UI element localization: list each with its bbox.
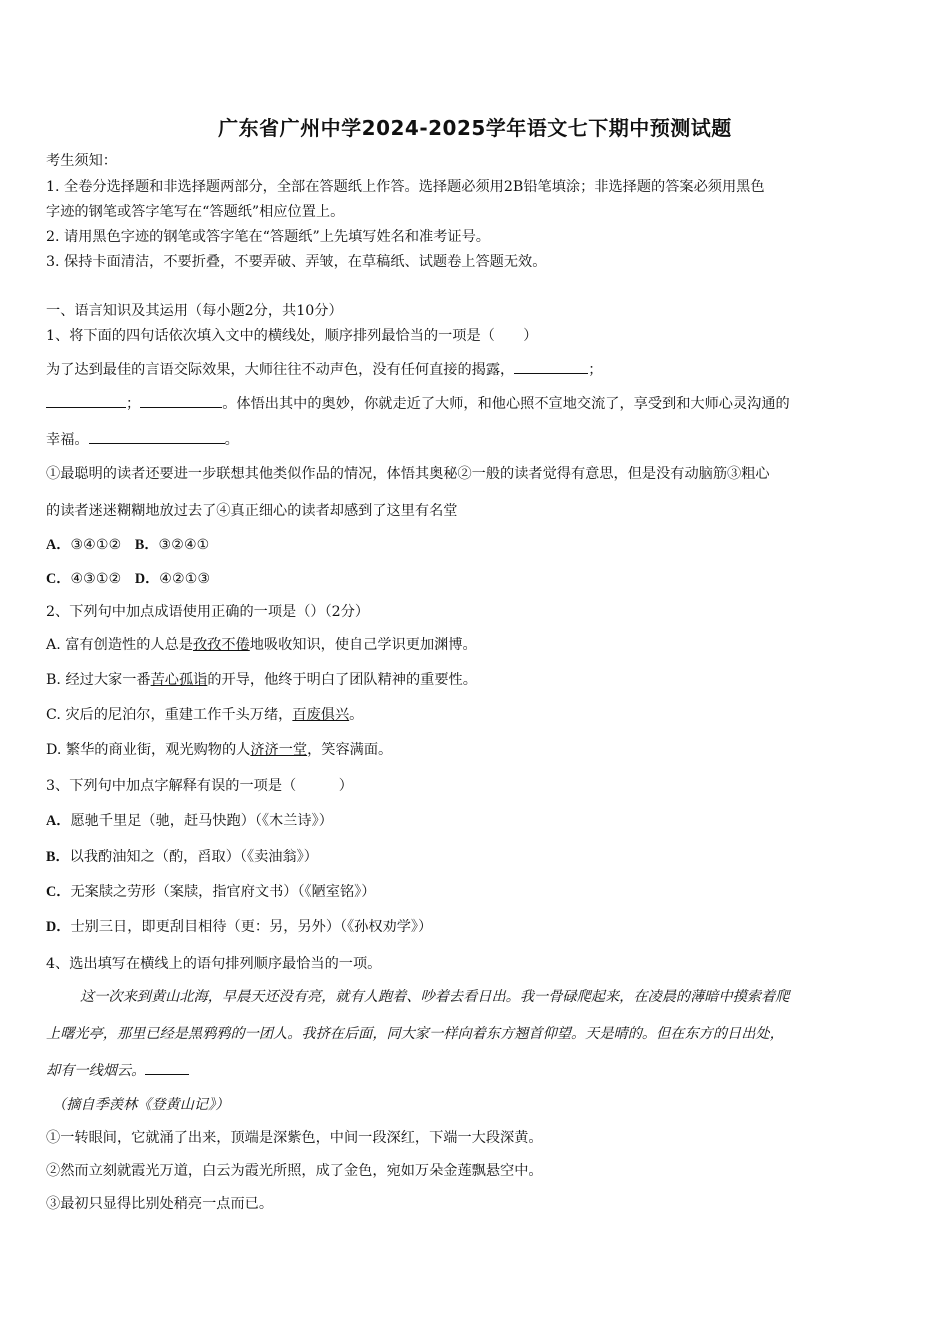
- exam-title: 广东省广州中学2024-2025学年语文七下期中预测试题: [218, 116, 732, 140]
- q2-option-b-text: 的开导，他终于明白了团队精神的重要性。: [207, 672, 477, 688]
- q1-passage-text: 为了达到最佳的言语交际效果，大师往往不动声色，没有任何直接的揭露，: [46, 362, 515, 378]
- q1-sentences-line-1: ①最聪明的读者还要进一步联想其他类似作品的情况，体悟其奥秘②一般的读者觉得有意思，但是没有动脑筋③粗心: [46, 466, 770, 482]
- notice-item-2: 2. 请用黑色字迹的钢笔或答字笔在“答题纸”上先填写姓名和准考证号。: [46, 229, 490, 245]
- q3-option-b-label: B．: [46, 849, 70, 865]
- q1-options-row-1: [46, 536, 209, 554]
- q2-option-d-idiom: 济济一堂: [250, 742, 308, 758]
- q1-passage-punct: 。: [224, 432, 239, 448]
- q2-option-d-text: D. 繁华的商业街，观光购物的人: [46, 742, 251, 758]
- q2-option-a[interactable]: [46, 636, 477, 654]
- option-d[interactable]: ④②①③: [159, 571, 211, 587]
- q3-stem: 3、下列句中加点字解释有误的一项是（ ）: [46, 778, 353, 794]
- q4-sentence-1: ①一转眼间，它就涌了出来，顶端是深紫色，中间一段深红，下端一大段深黄。: [46, 1130, 543, 1146]
- answer-blank[interactable]: [145, 1062, 189, 1075]
- notice-item-3: 3. 保持卡面清洁，不要折叠，不要弄破、弄皱，在草稿纸、试题卷上答题无效。: [46, 254, 547, 270]
- option-c-label: C．: [46, 571, 71, 587]
- q3-option-b[interactable]: [46, 848, 318, 866]
- q3-option-c-text: 无案牍之劳形（案牍，指官府文书）（《陋室铭》）: [70, 884, 376, 900]
- q4-sentence-3: ③最初只显得比别处稍亮一点而已。: [46, 1196, 274, 1212]
- option-d-label: D．: [134, 571, 160, 587]
- q1-options-row-2: [46, 570, 210, 588]
- q4-passage-line-3: [46, 1062, 189, 1080]
- q3-option-a-text: 愿驰千里足（驰，赶马快跑）（《木兰诗》）: [70, 813, 333, 829]
- q1-passage-line-1: [46, 361, 602, 379]
- q3-option-b-text: 以我酌油知之（酌，舀取）（《卖油翁》）: [69, 849, 318, 865]
- q2-option-d[interactable]: [46, 741, 392, 759]
- q2-option-d-text: ，笑容满面。: [307, 742, 393, 758]
- option-b[interactable]: ③②④①: [158, 537, 210, 553]
- notice-item-1b: 字迹的钢笔或答字笔写在“答题纸”相应位置上。: [46, 204, 345, 220]
- q2-option-a-text: A. 富有创造性的人总是: [46, 637, 193, 653]
- q2-option-c-text: C. 灾后的尼泊尔，重建工作千头万绪，: [46, 707, 293, 723]
- q3-option-d-label: D．: [46, 919, 71, 935]
- q4-sentence-2: ②然而立刻就霞光万道，白云为霞光所照，成了金色，宛如万朵金莲飘悬空中。: [46, 1163, 543, 1179]
- q2-option-c-idiom: 百废俱兴: [292, 707, 350, 723]
- q1-passage-punct: ；: [126, 396, 141, 412]
- answer-blank[interactable]: [46, 395, 126, 408]
- q1-passage-text: 幸福。: [46, 432, 89, 448]
- q2-option-b-idiom: 苦心孤诣: [150, 672, 208, 688]
- q3-option-d-text: 士别三日，即更刮目相待（更：另，另外）（《孙权劝学》）: [70, 919, 433, 935]
- q1-passage-text: 。体悟出其中的奥妙，你就走近了大师，和他心照不宣地交流了，享受到和大师心灵沟通的: [222, 396, 790, 412]
- q2-option-c-text: 。: [349, 707, 364, 723]
- q1-stem: 1、将下面的四句话依次填入文中的横线处，顺序排列最恰当的一项是（ ）: [46, 328, 538, 344]
- q4-passage-line-2: 上曙光亭，那里已经是黑鸦鸦的一团人。我挤在后面，同大家一样向着东方翘首仰望。天是晴的。但在东方的日出处，: [46, 1026, 784, 1042]
- q3-option-c[interactable]: [46, 883, 375, 901]
- q4-stem: 4、选出填写在横线上的语句排列顺序最恰当的一项。: [46, 956, 382, 972]
- q4-source: （摘自季羡林《登黄山记》）: [52, 1097, 230, 1113]
- q2-stem: 2、下列句中加点成语使用正确的一项是（）（2分）: [46, 604, 370, 620]
- notice-heading: 考生须知：: [46, 153, 117, 169]
- q2-option-c[interactable]: [46, 706, 363, 724]
- q2-option-b[interactable]: [46, 671, 477, 689]
- notice-item-1a: 1. 全卷分选择题和非选择题两部分，全部在答题纸上作答。选择题必须用2B铅笔填涂；非选择题的答案必须用黑色: [46, 179, 765, 195]
- answer-blank[interactable]: [89, 431, 225, 444]
- q3-option-c-label: C．: [46, 884, 71, 900]
- answer-blank[interactable]: [140, 395, 222, 408]
- option-a[interactable]: ③④①②: [70, 537, 122, 553]
- answer-blank[interactable]: [514, 361, 588, 374]
- q3-option-a[interactable]: [46, 812, 333, 830]
- q1-passage-line-3: [46, 431, 239, 449]
- q3-option-a-label: A．: [46, 813, 71, 829]
- option-c[interactable]: ④③①②: [70, 571, 122, 587]
- option-b-label: B．: [134, 537, 159, 553]
- q4-passage-line-1: 这一次来到黄山北海，早晨天还没有亮，就有人跑着、吵着去看日出。我一骨碌爬起来，在凌晨的薄暗中摸索着爬: [80, 989, 790, 1005]
- q1-passage-line-2: [46, 395, 790, 413]
- q2-option-a-idiom: 孜孜不倦: [192, 637, 250, 653]
- q1-sentences-line-2: 的读者迷迷糊糊地放过去了④真正细心的读者却感到了这里有名堂: [46, 503, 458, 519]
- section-heading: 一、语言知识及其运用（每小题2分，共10分）: [46, 303, 343, 319]
- q1-passage-punct: ；: [588, 362, 603, 378]
- q3-option-d[interactable]: [46, 918, 432, 936]
- option-a-label: A．: [46, 537, 71, 553]
- q2-option-b-text: B. 经过大家一番: [46, 672, 151, 688]
- q4-passage-text: 却有一线烟云。: [46, 1063, 146, 1079]
- q2-option-a-text: 地吸收知识，使自己学识更加渊博。: [249, 637, 477, 653]
